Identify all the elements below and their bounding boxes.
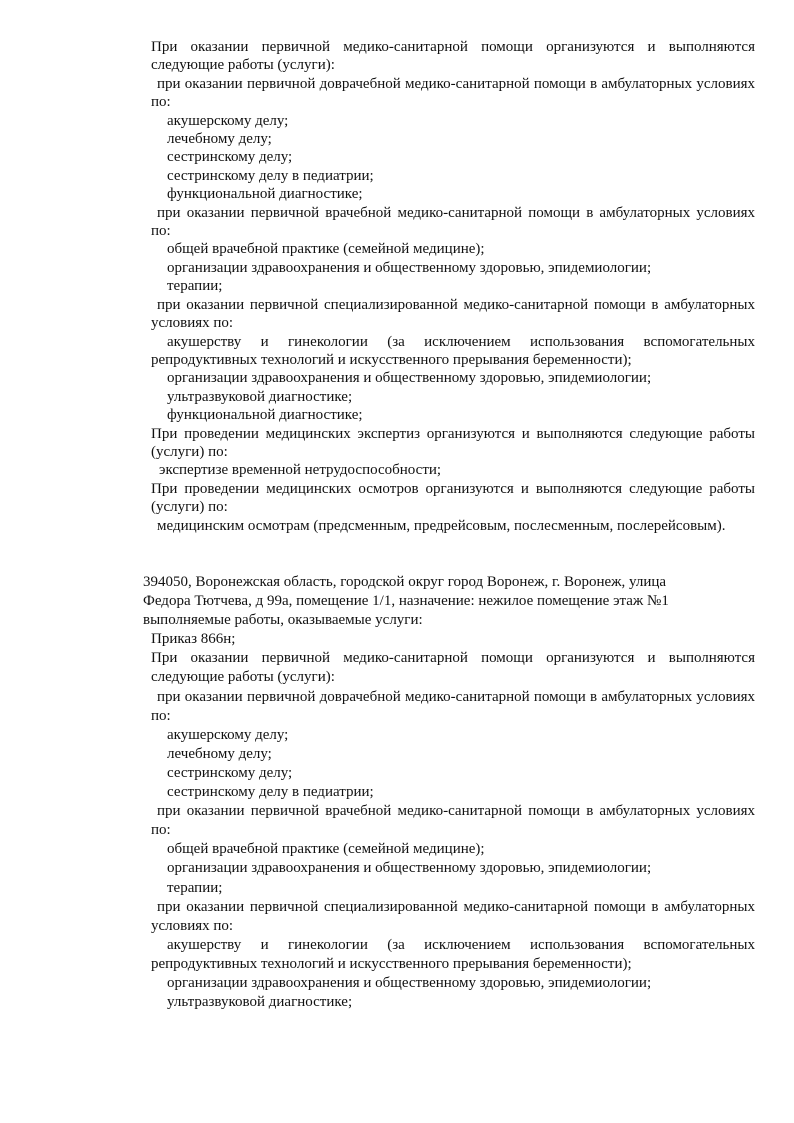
list-item: лечебному делу;	[167, 131, 272, 148]
list-item: организации здравоохранения и общественному здоровью, эпидемиологии;	[167, 860, 652, 877]
list-item: функциональной диагностике;	[167, 407, 363, 424]
list-item: акушерскому делу;	[167, 726, 289, 743]
list-item: организации здравоохранения и общественному здоровью, эпидемиологии;	[167, 974, 652, 991]
list-item: акушерству и гинекологии (за исключением использования вспомогательных репродуктивных технологий и искусственного прерывания беременности);	[151, 333, 755, 368]
list-item: ультразвуковой диагностике;	[167, 994, 353, 1011]
list-item: ультразвуковой диагностике;	[167, 388, 353, 405]
list-item: лечебному делу;	[167, 745, 272, 762]
document-section-1	[151, 38, 755, 535]
sub-paragraph: медицинским осмотрам (предсменным, предрейсовым, послесменным, послерейсовым).	[157, 517, 726, 534]
paragraph: При оказании первичной медико-санитарной помощи организуются и выполняются следующие работы (услуги):	[151, 650, 755, 686]
list-item: сестринскому делу в педиатрии;	[167, 167, 374, 184]
paragraph: При оказании первичной медико-санитарной помощи организуются и выполняются следующие работы (услуги):	[151, 39, 755, 74]
list-item: сестринскому делу в педиатрии;	[167, 784, 374, 801]
address-line: 394050, Воронежская область, городской округ город Воронеж, г. Воронеж, улица	[143, 574, 667, 590]
list-item: акушерскому делу;	[167, 112, 289, 129]
address-line: Федора Тютчева, д 99а, помещение 1/1, назначение: нежилое помещение этаж №1	[143, 593, 669, 610]
sub-paragraph: при оказании первичной специализированной медико-санитарной помощи в амбулаторных условиях по:	[151, 898, 755, 934]
paragraph: Приказ 866н;	[151, 631, 236, 648]
list-item: общей врачебной практике (семейной медицине);	[167, 241, 485, 258]
list-item: функциональной диагностике;	[167, 186, 363, 203]
list-item: терапии;	[167, 278, 223, 295]
list-item: акушерству и гинекологии (за исключением использования вспомогательных репродуктивных технологий и искусственного прерывания беременности);	[151, 936, 755, 972]
sub-paragraph: при оказании первичной врачебной медико-санитарной помощи в амбулаторных условиях по:	[151, 204, 755, 240]
sub-paragraph: при оказании первичной врачебной медико-санитарной помощи в амбулаторных условиях по:	[151, 803, 755, 839]
list-item: общей врачебной практике (семейной медицине);	[167, 841, 485, 858]
sub-paragraph: экспертизе временной нетрудоспособности;	[159, 462, 442, 479]
sub-paragraph: при оказании первичной доврачебной медико-санитарной помощи в амбулаторных условиях по:	[151, 688, 755, 724]
document-section-2-address	[143, 573, 755, 1012]
paragraph: При проведении медицинских экспертиз организуются и выполняются следующие работы (услуги) по:	[151, 425, 755, 460]
sub-paragraph: при оказании первичной доврачебной медико-санитарной помощи в амбулаторных условиях по:	[151, 75, 755, 111]
list-item: организации здравоохранения и общественному здоровью, эпидемиологии;	[167, 370, 652, 387]
sub-paragraph: при оказании первичной специализированной медико-санитарной помощи в амбулаторных условиях по:	[151, 296, 755, 332]
list-item: сестринскому делу;	[167, 764, 293, 781]
list-item: организации здравоохранения и общественному здоровью, эпидемиологии;	[167, 259, 652, 276]
list-item: сестринскому делу;	[167, 149, 293, 166]
list-item: терапии;	[167, 879, 223, 896]
address-line: выполняемые работы, оказываемые услуги:	[143, 612, 423, 629]
paragraph: При проведении медицинских осмотров организуются и выполняются следующие работы (услуги) по:	[151, 480, 755, 516]
